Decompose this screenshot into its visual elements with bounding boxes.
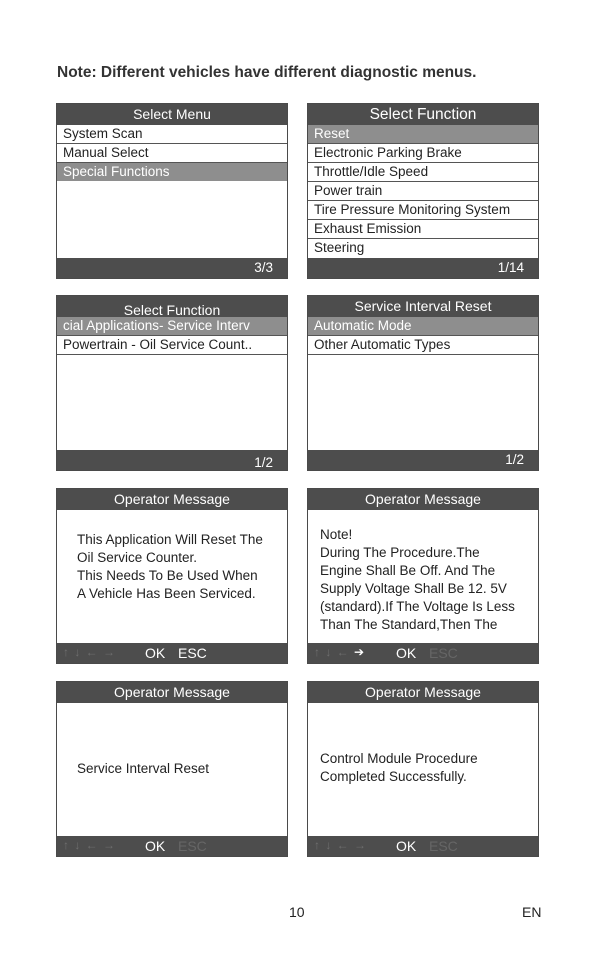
message-line: (standard).If The Voltage Is Less (320, 599, 515, 614)
screen-title: Service Interval Reset (308, 296, 538, 317)
message-line: This Needs To Be Used When (77, 568, 258, 583)
screen-title: Operator Message (57, 682, 287, 703)
function-item-power-train[interactable]: Power train (308, 182, 538, 201)
menu-item-manual-select[interactable]: Manual Select (57, 144, 287, 163)
operator-message-screen-2 (307, 488, 539, 664)
function-item-oil-service[interactable]: Powertrain - Oil Service Count.. (57, 336, 287, 355)
page-indicator: 3/3 (254, 260, 273, 275)
page-indicator: 1/14 (497, 260, 524, 275)
screen-title: Select Function (308, 104, 538, 125)
ok-button[interactable]: OK (145, 838, 166, 854)
operator-message-screen-1 (56, 488, 288, 664)
operator-message-screen-4 (307, 681, 539, 857)
page-indicator: 1/2 (505, 452, 524, 467)
menu-item-special-functions[interactable]: Special Functions (57, 163, 287, 181)
message-line: Supply Voltage Shall Be 12. 5V (320, 581, 507, 596)
arrow-keys-icon: ↑ ↓ ← → (63, 838, 117, 852)
operator-message-screen-3 (56, 681, 288, 857)
screen-footer (308, 643, 538, 663)
screen-title: Operator Message (57, 489, 287, 510)
page-note: Note: Different vehicles have different diagnostic menus. (57, 64, 477, 81)
message-line: Service Interval Reset (77, 761, 210, 776)
arrow-keys-icon: ↑ ↓ ← → (314, 838, 368, 852)
function-list (57, 317, 287, 355)
arrow-right-icon[interactable]: ➔ (354, 645, 366, 659)
message-line: Oil Service Counter. (77, 550, 198, 565)
screen-footer (57, 643, 287, 663)
screen-title: Operator Message (308, 682, 538, 703)
screen-footer (57, 258, 287, 278)
select-function-screen (307, 103, 539, 279)
message-line: During The Procedure.The (320, 545, 480, 560)
page-indicator: 1/2 (254, 455, 273, 470)
esc-button: ESC (429, 645, 458, 661)
language-label: EN (522, 904, 542, 920)
mode-item-other-automatic[interactable]: Other Automatic Types (308, 336, 538, 355)
page-number: 10 (289, 904, 305, 920)
screen-footer (57, 450, 287, 470)
arrow-keys-dim: ↑ ↓ ← (314, 645, 355, 659)
mode-item-automatic[interactable]: Automatic Mode (308, 317, 538, 336)
message-line: Completed Successfully. (320, 769, 467, 784)
ok-button[interactable]: OK (396, 838, 417, 854)
message-text (320, 750, 532, 786)
message-line: Note! (320, 527, 353, 542)
menu-list (57, 125, 287, 181)
message-text (77, 531, 281, 603)
screen-title: Select Function (57, 296, 287, 317)
select-menu-screen (56, 103, 288, 279)
function-item-reset[interactable]: Reset (308, 125, 538, 144)
ok-button[interactable]: OK (396, 645, 417, 661)
message-line: This Application Will Reset The (77, 532, 263, 547)
function-item-exhaust-emission[interactable]: Exhaust Emission (308, 220, 538, 239)
message-text (320, 526, 532, 634)
service-interval-reset-screen (307, 295, 539, 471)
function-item-throttle-idle[interactable]: Throttle/Idle Speed (308, 163, 538, 182)
esc-button: ESC (429, 838, 458, 854)
screen-title: Operator Message (308, 489, 538, 510)
screen-footer (308, 450, 538, 470)
screen-footer (57, 836, 287, 856)
screen-title: Select Menu (57, 104, 287, 125)
message-line: Control Module Procedure (320, 751, 478, 766)
function-list (308, 125, 538, 257)
esc-button[interactable]: ESC (178, 645, 207, 661)
message-line: A Vehicle Has Been Serviced. (77, 586, 256, 601)
message-line: Than The Standard,Then The (320, 617, 498, 632)
esc-button: ESC (178, 838, 207, 854)
function-item-steering[interactable]: Steering (314, 240, 365, 255)
arrow-keys-icon (314, 645, 365, 659)
screen-footer (308, 836, 538, 856)
function-item-tpms[interactable]: Tire Pressure Monitoring System (308, 201, 538, 220)
message-text (77, 760, 281, 778)
screen-footer (308, 258, 538, 278)
mode-list (308, 317, 538, 355)
arrow-keys-icon: ↑ ↓ ← → (63, 645, 117, 659)
menu-item-system-scan[interactable]: System Scan (57, 125, 287, 144)
function-item-parking-brake[interactable]: Electronic Parking Brake (308, 144, 538, 163)
function-item-service-interval[interactable]: cial Applications- Service Interv (57, 317, 287, 336)
message-line: Engine Shall Be Off. And The (320, 563, 496, 578)
ok-button[interactable]: OK (145, 645, 166, 661)
select-function-sub-screen (56, 295, 288, 471)
